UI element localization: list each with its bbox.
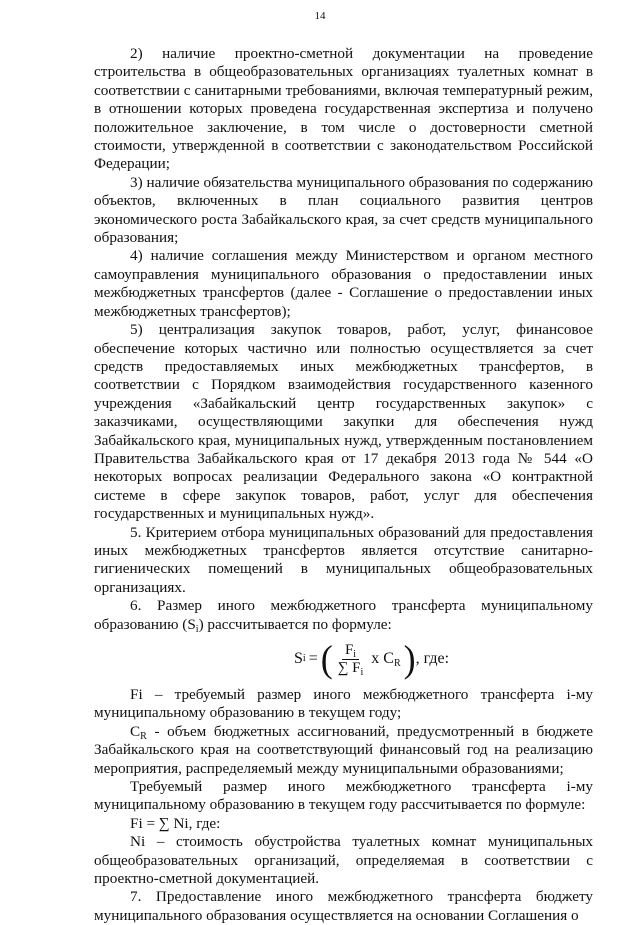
page-number: 14 [314,10,326,22]
paragraph-item-2: 2) наличие проектно-сметной документации на проведение строительства в общеобразовательных организациях туалетных комнат в соответствии с санитарными требованиями, включая температурный режим, в отношении которых проведена государственная экспертиза и получено положительное заключение, в том числе о достоверности сметной стоимости, утвержденной в соответствии с законодательством Российской Федерации; [94,45,593,173]
paragraph-item-4: 4) наличие соглашения между Министерством и органом местного самоуправления муниципального образования о предоставлении иных межбюджетных трансфертов (далее - Соглашение о предоставлении иных межбюджетных трансфертов); [94,247,593,320]
formula-fraction: $\frac{F_i}{\sum F_i}$ [337,641,364,678]
paragraph-item-3: 3) наличие обязательства муниципального образования по содержанию объектов, включенных в план социального развития центров экономического роста Забайкальского края, за счет средств муниципального образования; [94,173,593,247]
document-body [94,45,593,925]
paragraph-criterion: 5. Критерием отбора муниципальных образований для предоставления иных межбюджетных трансфертов является отсутствие санитарно-гигиенических помещений в муниципальных общеобразовательных организациях. [94,523,593,596]
formula-fi: Fi = ∑ Ni, где: [130,814,221,832]
formula-si: S i = ( $\frac{F_i}{\sum F_i}$ x $C_R$ ) , где: [294,638,450,680]
definition-cr: $C_R$ - объем бюджетных ассигнований, предусмотренный в бюджете Забайкальского края на соответствующий финансовый год на реализацию мероприятия, распределяемый между муниципальными образованиями; [94,722,593,777]
definition-fi: Fi – требуемый размер иного межбюджетного трансферта i-му муниципальному образованию в текущем году; [94,686,593,722]
paragraph-7: 7. Предоставление иного межбюджетного трансферта бюджету муниципального образования осуществляется на основании Соглашения о [94,888,593,924]
paragraph-required-size: Требуемый размер иного межбюджетного трансферта i-му муниципальному образованию в текущем году рассчитывается по формуле: [94,778,593,814]
paragraph-item-5: 5) централизация закупок товаров, работ, услуг, финансовое обеспечение которых частично или полностью осуществляется за счет средств предоставляемых иных межбюджетных трансфертов, в соответствии с Порядком взаимодействия государственного казенного учреждения «Забайкальский центр государственных закупок» с заказчиками, осуществляющими закупки для обеспечения нужд Забайкальского края, муниципальных нужд, утвержденным постановлением Правительства Забайкальского края от 17 декабря 2013 года № 544 «О некоторых вопросах реализации Федерального закона «О контрактной системе в сфере закупок товаров, работ, услуг для обеспечения государственных и муниципальных нужд». [94,321,593,523]
paragraph-6: 6. Размер иного межбюджетного трансферта муниципальному образованию $(S_i)$ рассчитывается по формуле: [94,597,593,635]
definition-ni: Ni – стоимость обустройства туалетных комнат муниципальных общеобразовательных организаций, определяемая в соответствии с проектно-сметной документацией. [94,833,593,888]
